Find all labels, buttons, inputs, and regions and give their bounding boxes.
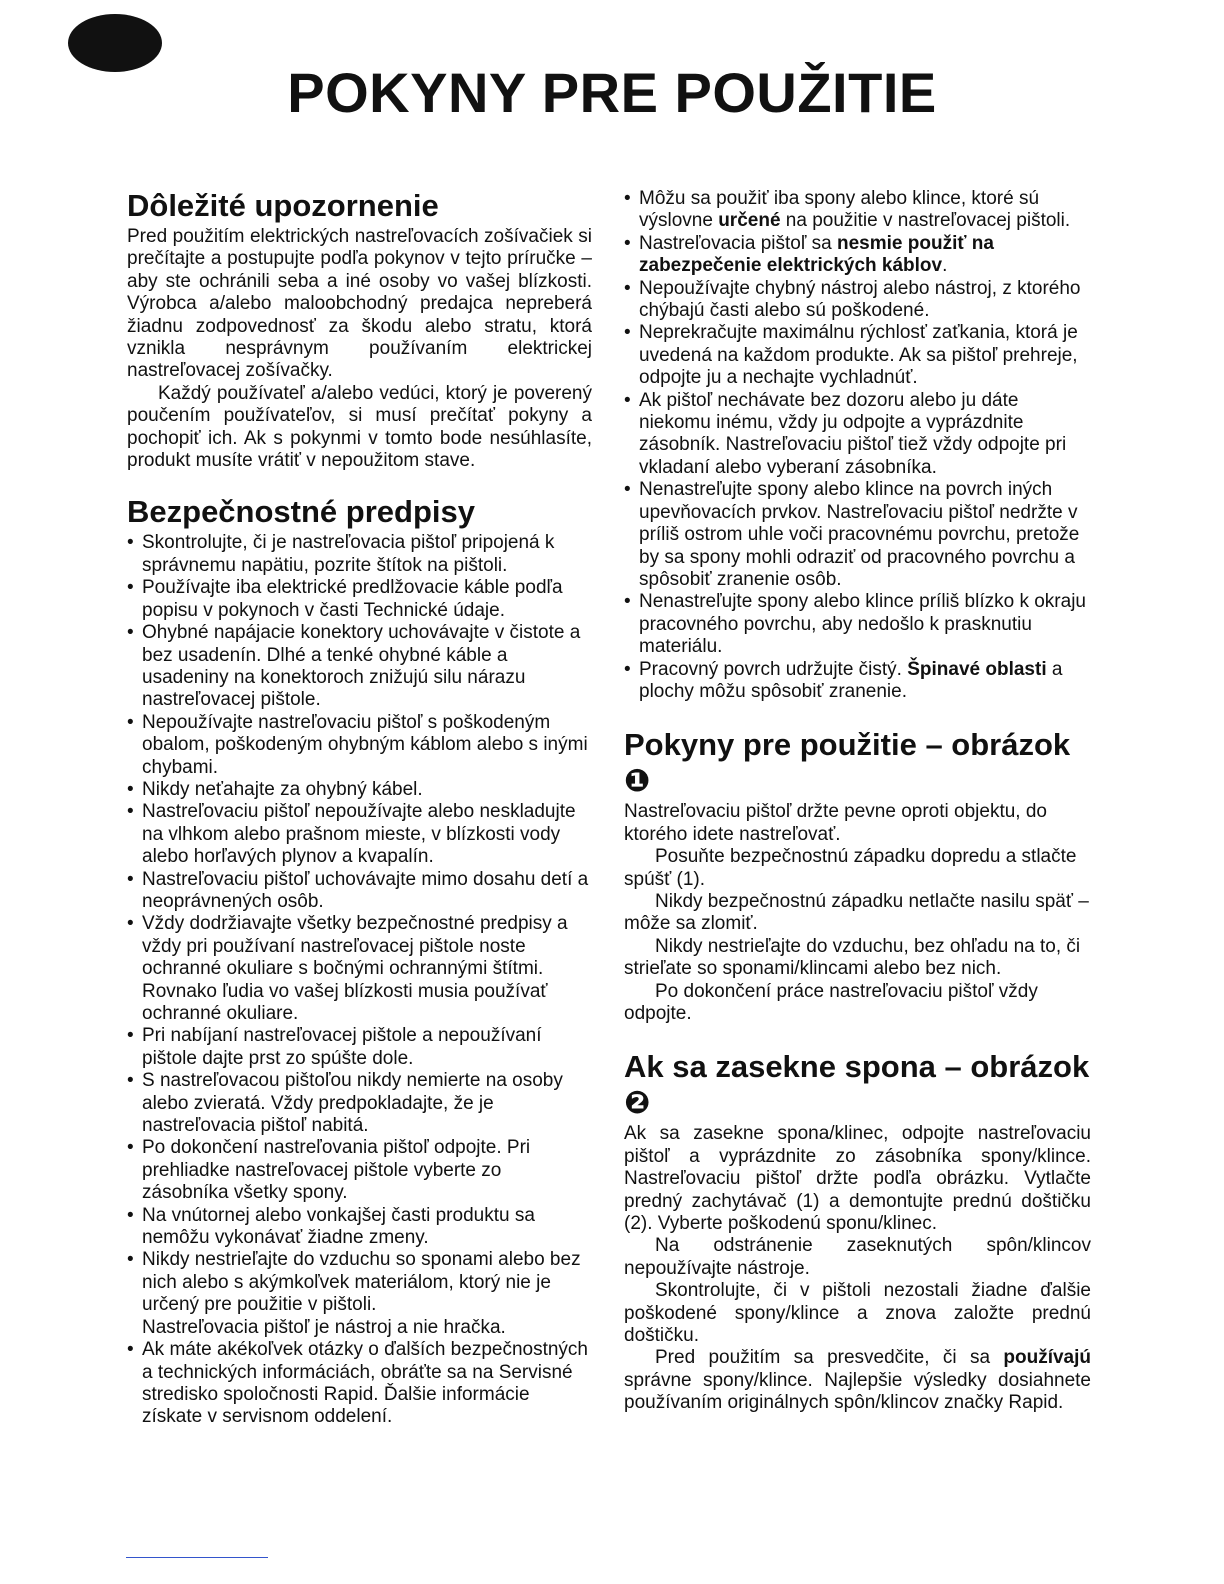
text: správne spony/klince. Najlepšie výsledky dosiahnete používaním originálnych spôn/klincov značky Rapid. (624, 1369, 1091, 1414)
safety-item-6: • Nastreľovaciu pištoľ nepoužívajte alebo neskladujte na vlhkom alebo prašnom mieste, v blízkosti vody alebo horľavých plynov a kvapalín. (127, 801, 592, 868)
text: . (942, 255, 948, 277)
jam-paragraph-1: Ak sa zasekne spona/klinec, odpojte nastreľovaciu pištoľ a vyprázdnite zo zásobníka spony/klince. Nastreľovaciu pištoľ držte podľa obrázku. Vytlačte predný zachytávač (1) a demontujte prednú doštičku (2). Vyberte poškodenú sponu/klinec. (624, 1123, 1091, 1235)
usage-paragraph-1: Nastreľovaciu pištoľ držte pevne oproti objektu, do ktorého idete nastreľovať. (624, 801, 1047, 845)
safety-item-18: • Neprekračujte maximálnu rýchlosť zaťkania, ktorá je uvedená na každom produkte. Ak sa pištoľ prehreje, odpojte ju a nechajte vychladnúť. (624, 322, 1091, 389)
safety-item-10: • S nastreľovacou pištoľou nikdy nemierte na osoby alebo zvieratá. Vždy predpokladajte, že je nastreľovacia pištoľ nabitá. (127, 1070, 592, 1137)
jam-paragraph-3: Skontrolujte, či v pištoli nezostali žiadne ďalšie poškodené spony/klince a znova založte prednú doštičku. (624, 1280, 1091, 1347)
text: a plochy môžu spôsobiť zranenie. (639, 658, 1063, 702)
safety-item-1: • Skontrolujte, či je nastreľovacia pištoľ pripojená k správnemu napätiu, pozrite štítok na pištoli. (127, 532, 592, 577)
safety-item-12: • Na vnútornej alebo vonkajšej časti produktu sa nemôžu vykonávať žiadne zmeny. (127, 1205, 592, 1250)
text: Pred použitím sa presvedčite, či sa (655, 1347, 1004, 1369)
jam-paragraph-2: Na odstránenie zaseknutých spôn/klincov nepoužívajte nástroje. (624, 1235, 1091, 1279)
safety-heading: Bezpečnostné predpisy (127, 494, 475, 530)
emphasis: určené (718, 210, 781, 232)
text: Môžu sa použiť iba spony alebo klince, ktoré sú výslovne (639, 188, 1040, 232)
emphasis: používajú (1003, 1347, 1091, 1369)
usage-paragraph-5: Po dokončení práce nastreľovaciu pištoľ vždy odpojte. (624, 980, 1038, 1024)
safety-item-17: • Nepoužívajte chybný nástroj alebo nástroj, z ktorého chýbajú časti alebo sú poškodené. (624, 278, 1091, 323)
safety-item-2: • Používajte iba elektrické predlžovacie káble podľa popisu v pokynoch v časti Technické údaje. (127, 577, 592, 622)
safety-item-21: • Nenastreľujte spony alebo klince príliš blízko k okraju pracovného povrchu, aby nedošlo k prasknutiu materiálu. (624, 591, 1091, 658)
text: Nastreľovacia pištoľ sa (639, 232, 837, 254)
safety-item-20: • Nenastreľujte spony alebo klince na povrch iných upevňovacích prvkov. Nastreľovaciu pištoľ nedržte v príliš ostrom uhle voči pracovnému povrchu, pretože by sa spony mohli odraziť od pracovného povrchu a spôsobiť zranenie osôb. (624, 479, 1091, 591)
safety-item-11: • Po dokončení nastreľovania pištoľ odpojte. Pri prehliadke nastreľovacej pištole vyberte zo zásobníka všetky spony. (127, 1137, 592, 1204)
safety-item-16 (624, 233, 1091, 278)
warning-paragraph-2: Každý používateľ a/alebo vedúci, ktorý je poverený poučením používateľov, si musí prečítať pokyny a pochopiť ich. Ak s pokynmi v tomto bode nesúhlasíte, produkt musíte vrátiť v nepoužitom stave. (127, 382, 592, 472)
usage-paragraph-4: Nikdy nestrieľajte do vzduchu, bez ohľadu na to, či strieľate so sponami/klincami alebo bez nich. (624, 935, 1081, 980)
warning-heading: Dôležité upozornenie (127, 188, 439, 223)
safety-item-15 (624, 188, 1091, 233)
safety-item-19: • Ak pištoľ nechávate bez dozoru alebo ju dáte niekomu inému, vždy ju odpojte a vyprázdnite zásobník. Nastreľovaciu pištoľ tiež vždy odpojte pri vkladaní alebo vyberaní zásobníka. (624, 390, 1091, 480)
safety-item-14: • Ak máte akékoľvek otázky o ďalších bezpečnostných a technických informáciách, obráťte sa na Servisné stredisko spoločnosti Rapid. Ďalšie informácie získate v servisnom oddelení. (127, 1339, 592, 1429)
safety-list-continued (624, 188, 1091, 703)
safety-item-13-text: Nikdy nestrieľajte do vzduchu so sponami alebo bez nich alebo s akýmkoľvek materiálom, ktorý nie je určený pre použitie v pištoli. (142, 1249, 581, 1316)
emphasis: Špinavé oblasti (907, 658, 1047, 680)
usage-paragraph-3: Nikdy bezpečnostnú západku netlačte nasilu späť – môže sa zlomiť. (624, 890, 1089, 935)
footer-rule (126, 1557, 268, 1558)
jam-heading: Ak sa zasekne spona – obrázok ❷ (624, 1049, 1090, 1121)
safety-item-13-note: Nastreľovacia pištoľ je nástroj a nie hračka. (142, 1316, 506, 1338)
safety-item-8: • Vždy dodržiavajte všetky bezpečnostné predpisy a vždy pri používaní nastreľovacej pištole noste ochranné okuliare s bočnými ochrannými štítmi. Rovnako ľudia vo vašej blízkosti musia používať ochranné okuliare. (127, 913, 592, 1025)
page-title: POKYNY PRE POUŽITIE (287, 61, 937, 124)
safety-item-3: • Ohybné napájacie konektory uchovávajte v čistote a bez usadenín. Dlhé a tenké ohybné káble a usadeniny na konektoroch znižujú silu nárazu nastreľovacej pištole. (127, 622, 592, 712)
safety-item-7: • Nastreľovaciu pištoľ uchovávajte mimo dosahu detí a neoprávnených osôb. (127, 869, 592, 914)
safety-item-13 (127, 1249, 592, 1339)
jam-paragraph-4 (624, 1347, 1091, 1414)
text: na použitie v nastreľovacej pištoli. (780, 210, 1071, 232)
safety-item-4: • Nepoužívajte nastreľovaciu pištoľ s poškodeným obalom, poškodeným ohybným káblom alebo s inými chybami. (127, 712, 592, 779)
safety-item-5: • Nikdy neťahajte za ohybný kábel. (127, 779, 592, 801)
usage-heading: Pokyny pre použitie – obrázok ❶ (624, 727, 1071, 799)
warning-paragraph: Pred použitím elektrických nastreľovacích zošívačiek si prečítajte a postupujte podľa pokynov v tejto príručke – aby ste ochránili seba a iné osoby vo vašej blízkosti. Výrobca a/alebo maloobchodný predajca nepreberá žiadnu zodpovednosť za škodu alebo stratu, ktorá vznikla nesprávnym používaním elektrickej nastreľovacej zošívačky. (127, 226, 592, 382)
emphasis: nesmie použiť na zabezpečenie elektrických káblov (639, 232, 994, 277)
right-column (624, 188, 1091, 1415)
safety-item-9: • Pri nabíjaní nastreľovacej pištole a nepoužívaní pištole dajte prst zo spúšte dole. (127, 1025, 592, 1070)
safety-item-22 (624, 659, 1091, 704)
text: Pracovný povrch udržujte čistý. (639, 658, 908, 680)
safety-list (127, 532, 592, 1428)
usage-paragraph-2: Posuňte bezpečnostnú západku dopredu a stlačte spúšť (1). (624, 846, 1077, 890)
left-column (127, 188, 592, 1429)
